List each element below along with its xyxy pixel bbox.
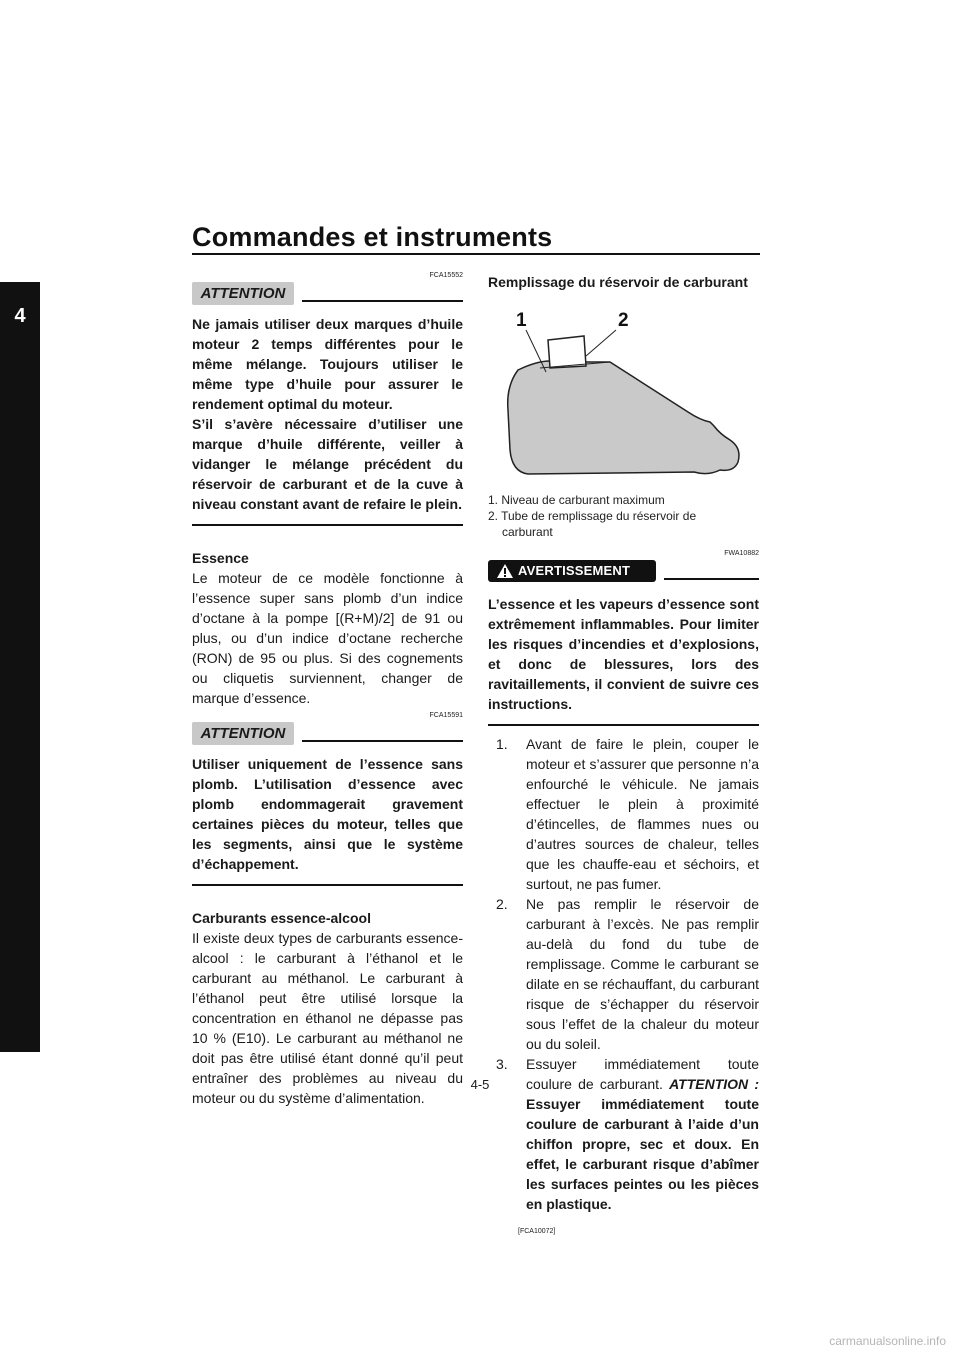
inline-attention-label: ATTENTION :	[669, 1076, 759, 1092]
filler-tube	[548, 336, 586, 368]
attention-text: Utiliser uniquement de l’essence sans plomb. L’utilisation d’essence avec plomb endommagerait gravement certaines pièces du moteur, telles que les segments, ainsi que le système d’échappement.	[192, 756, 463, 872]
step-number: 1.	[496, 736, 508, 752]
attention-end-rule	[192, 524, 463, 526]
watermark: carmanualsonline.info	[829, 1334, 946, 1348]
inline-attention-text: Essuyer immédiatement toute coulure de carburant à l’aide d’un chiffon propre, sec et doux. En effet, le carburant risque d’abîmer les surfaces peintes ou les pièces en plastique.	[526, 1096, 759, 1212]
figure-caption-1: 1. Niveau de carburant maximum	[488, 493, 665, 507]
callout-leader-2	[586, 330, 616, 356]
attention-text: Ne jamais utiliser deux marques d’huile moteur 2 temps différentes pour le même mélange. Toujours utiliser le même type d’huile pour assurer le rendement optimal du moteur.	[192, 316, 463, 412]
attention-header	[192, 722, 463, 746]
attention-rule	[302, 740, 463, 742]
callout-1: 1	[516, 310, 527, 331]
warning-code: FWA10882	[724, 550, 759, 557]
attention-code: FCA15591	[429, 712, 463, 719]
page-title: Commandes et instruments	[192, 222, 553, 252]
page-number: 4-5	[470, 1077, 490, 1092]
step-list	[488, 734, 759, 1242]
attention-rule	[302, 300, 463, 302]
step-3-text: Essuyer immédiatement toute coulure de carburant.	[526, 1056, 759, 1092]
step-text: Avant de faire le plein, couper le moteur et s’assurer que personne n’a enfourché le véhicule. Ne jamais effectuer le plein à proximité d’étincelles, de flammes nues ou d’autres sources de chaleur, telles que les chauffe-eau et séchoirs, et surtout, ne pas fumer.	[526, 736, 759, 892]
inline-attention-code: [FCA10072]	[518, 1228, 556, 1235]
section-title-remplissage: Remplissage du réservoir de carburant	[488, 274, 748, 290]
callout-2: 2	[618, 310, 629, 331]
left-column	[192, 272, 463, 1108]
attention-text-2: S’il s’avère nécessaire d’utiliser une marque d’huile différente, veiller à vidanger le mélange précédent du réservoir de carburant et de la cuve à niveau constant avant de refaire le plein.	[192, 416, 463, 512]
warning-header	[488, 560, 759, 584]
chapter-tab-number: 4	[14, 305, 26, 327]
step-number: 3.	[496, 1056, 508, 1072]
attention-badge: ATTENTION	[192, 282, 294, 305]
attention-badge: ATTENTION	[192, 722, 294, 745]
warning-text: L’essence et les vapeurs d’essence sont extrêmement inflammables. Pour limiter les risques d’incendies et d’explosions, et donc de blessures, lors des ravitaillements, il convient de suivre ces instructions.	[488, 596, 759, 712]
attention-code: FCA15552	[429, 272, 463, 279]
warning-end-rule	[488, 724, 759, 726]
warning-triangle-icon	[496, 563, 514, 579]
attention-end-rule	[192, 884, 463, 886]
figure-caption-2: 2. Tube de remplissage du réservoir de carburant	[488, 509, 697, 539]
attention-header	[192, 282, 463, 306]
step-text: Ne pas remplir le réservoir de carburant à l’excès. Ne pas remplir au-delà du fond du tube de remplissage. Comme le carburant se dilate en se réchauffant, du carburant risque de s’échapper du réservoir sous l’effet de la chaleur du moteur ou du soleil.	[526, 896, 759, 1052]
fuel-tank-figure	[488, 300, 759, 480]
list-item	[488, 894, 759, 1054]
chapter-tab	[0, 282, 40, 1052]
warning-rule	[664, 578, 759, 580]
section-title-carburants: Carburants essence-alcool	[192, 910, 371, 926]
warning-label: AVERTISSEMENT	[518, 563, 631, 578]
warning-badge	[488, 560, 656, 582]
right-column	[488, 272, 759, 1242]
section-title-essence: Essence	[192, 550, 249, 566]
essence-text: Le moteur de ce modèle fonctionne à l’essence super sans plomb d’un indice d’octane à la pompe [(R+M)/2] de 91 ou plus, ou d’un indice d’octane recherche (RON) de 95 ou plus. Si des cognements ou cliquetis surviennent, changer de marque d’essence.	[192, 570, 463, 706]
fuel-tank-illustration	[488, 300, 759, 480]
step-number: 2.	[496, 896, 508, 912]
title-rule	[192, 253, 760, 255]
carburants-text: Il existe deux types de carburants essence-alcool : le carburant à l’éthanol et le carburant au méthanol. Le carburant à l’éthanol peut être utilisé lorsque la concentration en éthanol ne dépasse pas 10 % (E10). Le carburant au méthanol ne doit pas être utilisé étant donné qu’il peut entraîner des problèmes au niveau du moteur ou du système d’alimentation.	[192, 930, 463, 1106]
fuel-tank-body	[508, 361, 739, 474]
list-item	[488, 734, 759, 894]
